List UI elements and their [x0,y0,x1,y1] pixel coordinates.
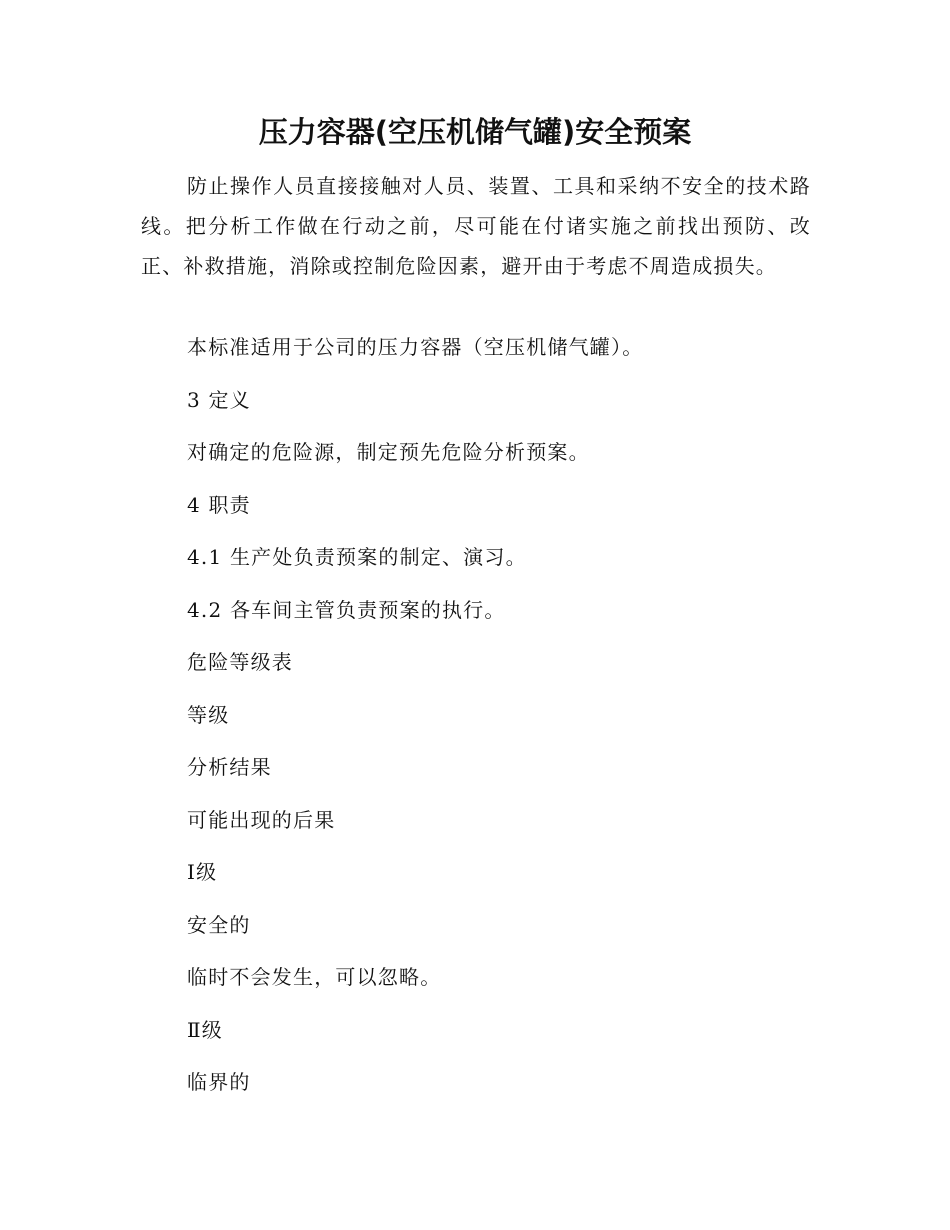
table-header-possible-consequence: 可能出现的后果 [187,808,336,832]
responsibility-item-4-2: 4.2 各车间主管负责预案的执行。 [187,598,506,622]
section-heading-responsibility: 4 职责 [187,493,251,517]
table-header-level: 等级 [187,703,230,727]
table-cell-level-1-consequence: 临时不会发生，可以忽略。 [187,965,442,989]
table-cell-level-2: Ⅱ级 [187,1018,223,1042]
table-cell-level-1-result: 安全的 [187,913,251,937]
document-title: 压力容器(空压机储气罐)安全预案 [258,115,692,149]
table-cell-level-2-result: 临界的 [187,1070,251,1094]
definition-paragraph: 对确定的危险源，制定预先危险分析预案。 [187,440,590,464]
scope-paragraph: 本标准适用于公司的压力容器（空压机储气罐）。 [187,335,644,359]
section-heading-definition: 3 定义 [187,388,251,412]
table-header-analysis-result: 分析结果 [187,755,272,779]
hazard-level-table-title: 危险等级表 [187,650,293,674]
table-cell-level-1: Ⅰ级 [187,860,218,884]
intro-paragraph: 防止操作人员直接接触对人员、装置、工具和采纳不安全的技术路线。把分析工作做在行动之前，尽可能在付诸实施之前找出预防、改正、补救措施，消除或控制危险因素，避开由于考虑不周造成损失。 [141,174,811,278]
responsibility-item-4-1: 4.1 生产处负责预案的制定、演习。 [187,545,527,569]
